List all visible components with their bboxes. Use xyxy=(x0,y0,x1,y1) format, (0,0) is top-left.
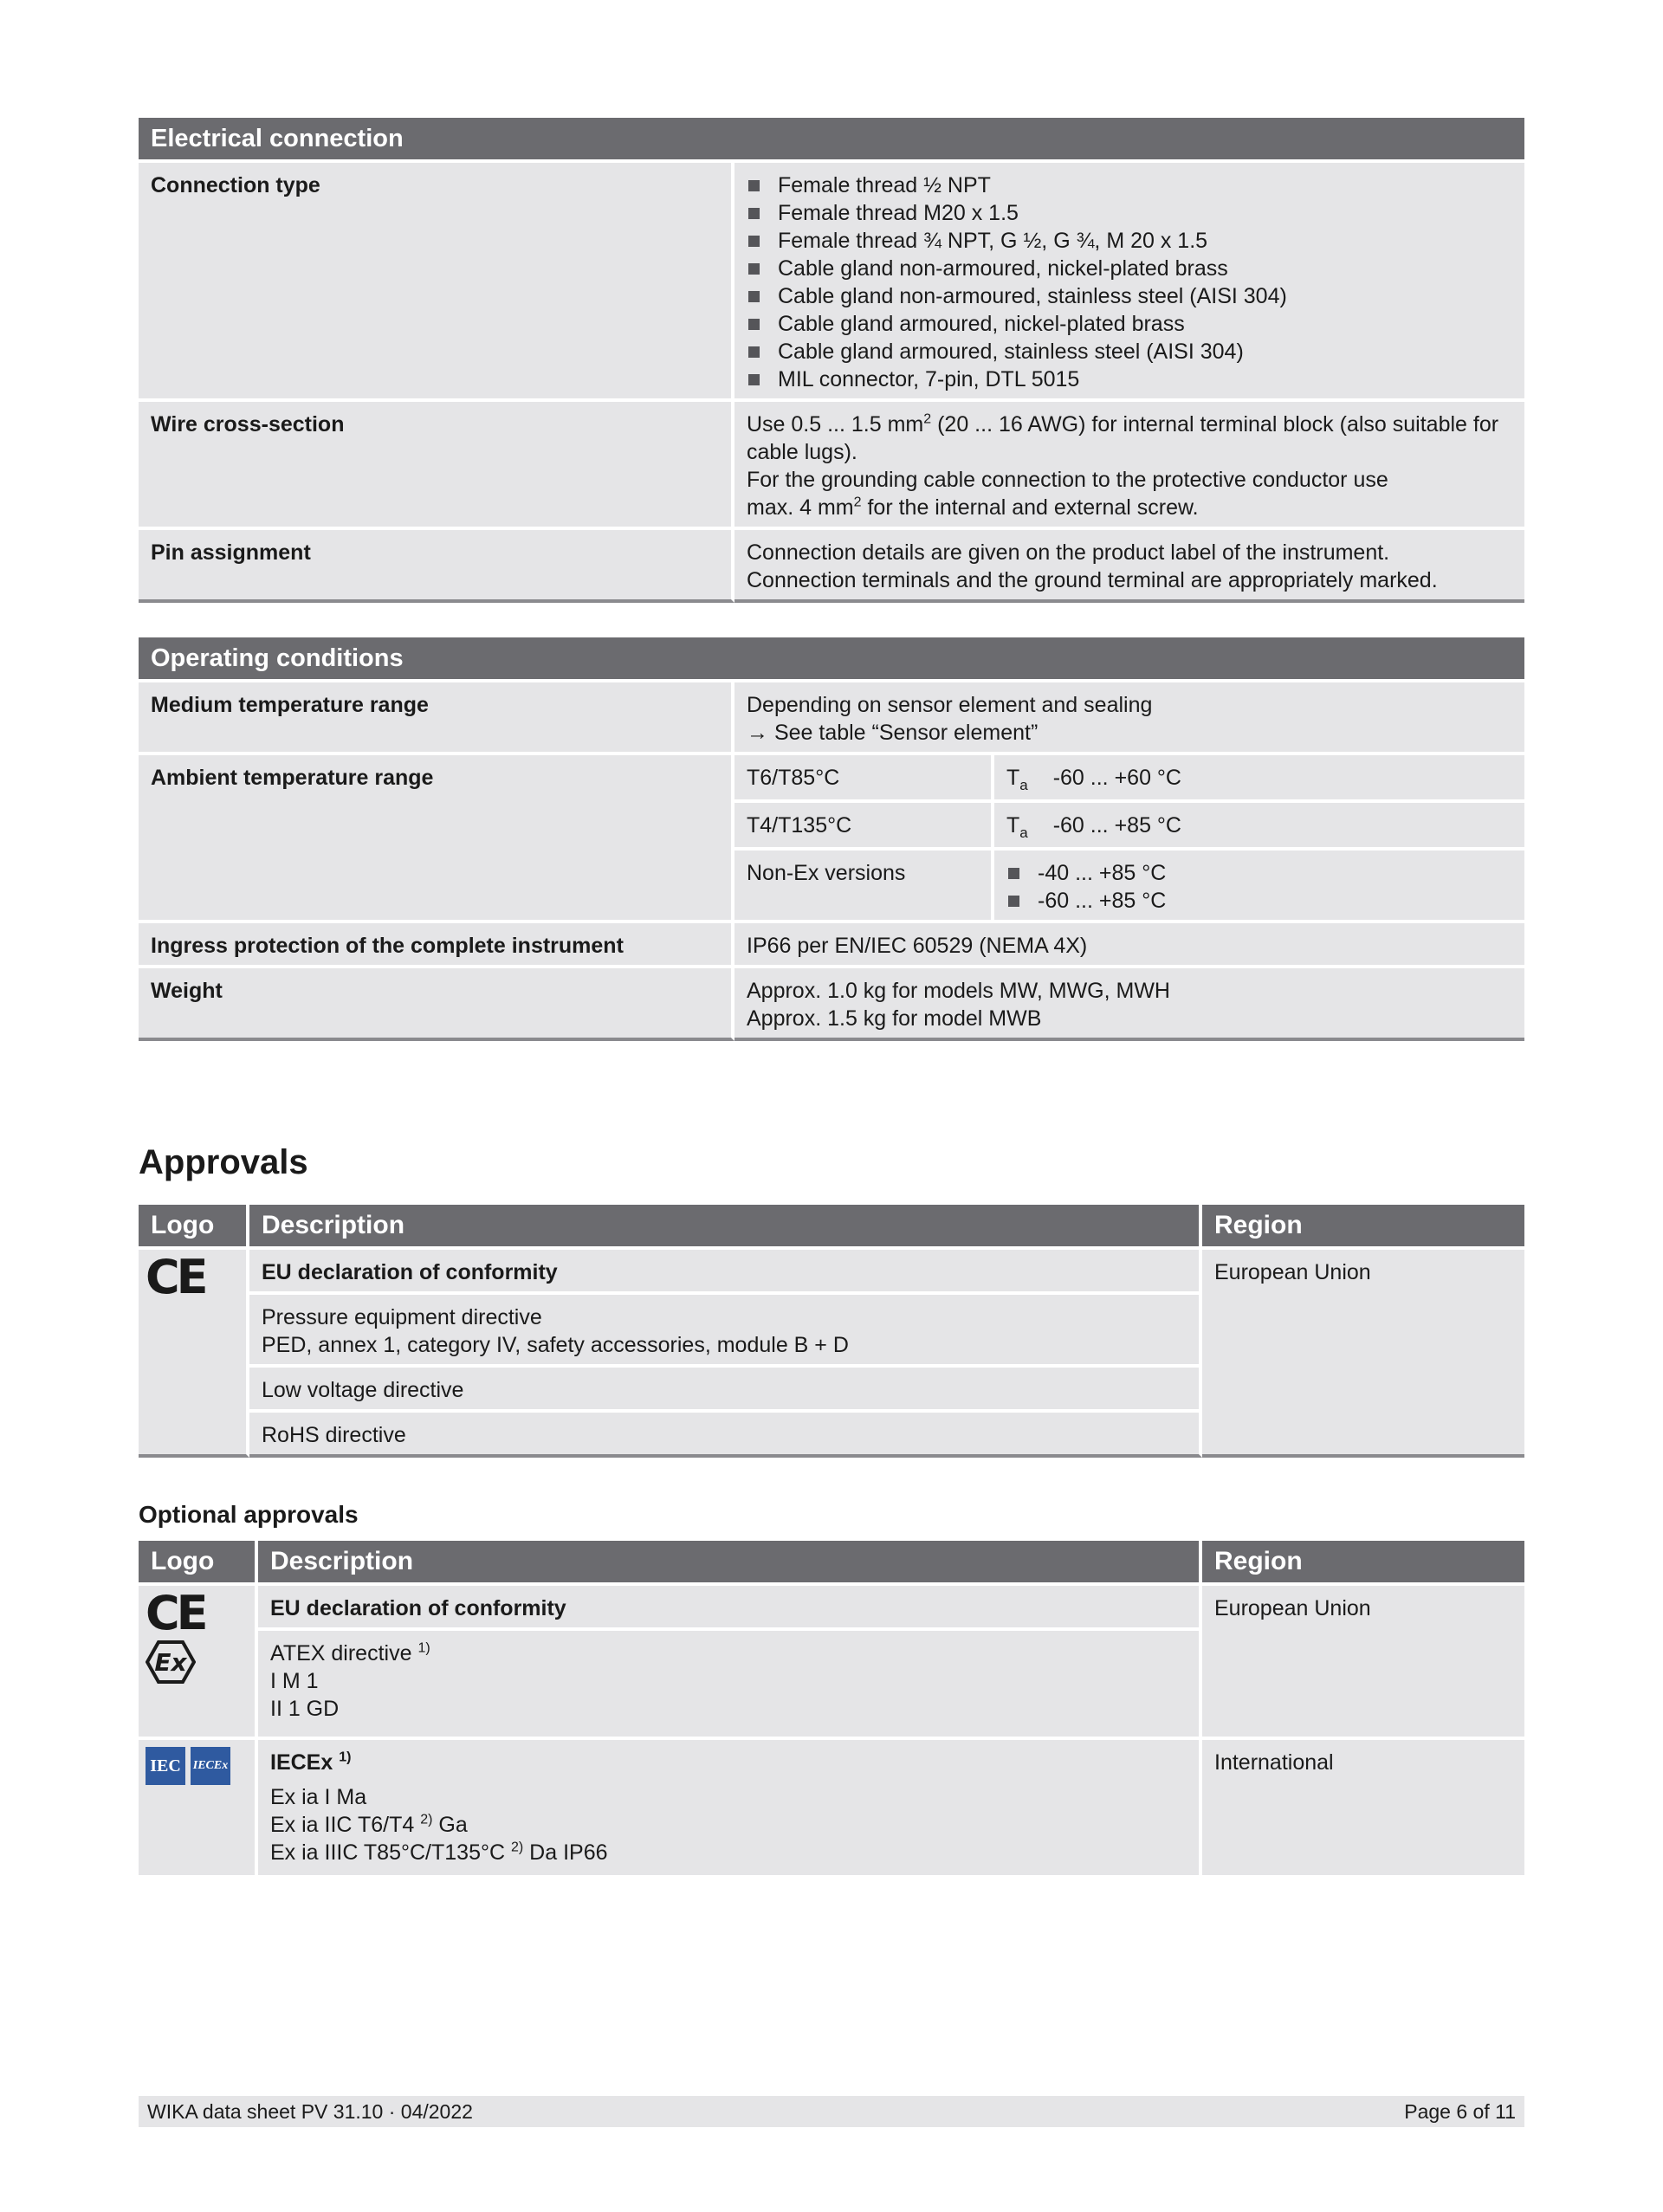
wire-text: cable lugs). xyxy=(747,440,857,464)
connection-type-list xyxy=(747,171,1512,393)
ped-text: Pressure equipment directive xyxy=(262,1305,542,1329)
iec-logo-icon: IEC xyxy=(146,1747,185,1785)
wire-cross-section-value xyxy=(734,398,1524,527)
iecex-text: Ex ia I Ma xyxy=(270,1785,367,1809)
iecex-text: Ex ia IIC T6/T4 xyxy=(270,1813,415,1837)
medium-temp-label: Medium temperature range xyxy=(139,679,734,752)
ex-hexagon-icon xyxy=(146,1640,196,1685)
iecex-logo-cell xyxy=(139,1737,258,1875)
atex-text: I M 1 xyxy=(270,1669,319,1693)
ta-subscript: a xyxy=(1019,825,1028,841)
pin-text: Connection details are given on the product label of the instrument. xyxy=(747,540,1390,565)
iecex-text: Ga xyxy=(432,1813,468,1837)
optional-approvals-heading: Optional approvals xyxy=(139,1501,359,1528)
list-item: Female thread M20 x 1.5 xyxy=(747,199,1512,227)
iecex-region: International xyxy=(1202,1737,1524,1875)
approvals-region: European Union xyxy=(1202,1246,1524,1458)
wire-text: for the internal and external screw. xyxy=(861,495,1199,520)
ce-logo-cell xyxy=(139,1246,249,1458)
ambient-range xyxy=(994,799,1524,847)
list-item: Female thread ¾ NPT, G ½, G ¾, M 20 x 1.5 xyxy=(747,227,1512,255)
medium-temp-value xyxy=(734,679,1524,752)
atex-region: European Union xyxy=(1202,1582,1524,1737)
ped-text: PED, annex 1, category IV, safety accessories, module B + D xyxy=(262,1333,849,1357)
footnote-ref: 2) xyxy=(420,1812,433,1827)
footnote-ref: 2) xyxy=(510,1840,524,1855)
datasheet-page xyxy=(139,118,1524,1875)
nonex-ranges xyxy=(994,847,1524,920)
list-item: MIL connector, 7-pin, DTL 5015 xyxy=(747,365,1512,393)
list-item: Cable gland non-armoured, nickel-plated brass xyxy=(747,255,1512,282)
nonex-label: Non-Ex versions xyxy=(734,847,994,920)
ta-symbol: T xyxy=(1006,766,1020,790)
superscript: 2 xyxy=(923,411,932,427)
electrical-connection-table xyxy=(139,118,1524,603)
wire-text: (20 ... 16 AWG) for internal terminal block (also suitable for xyxy=(931,412,1499,437)
atex-directive xyxy=(258,1627,1202,1737)
atex-text: II 1 GD xyxy=(270,1697,340,1721)
connection-type-value xyxy=(734,159,1524,398)
ex-mark-text: Ex xyxy=(154,1648,187,1677)
wire-text: max. 4 mm xyxy=(747,495,854,520)
ce-mark-icon: CE xyxy=(146,1586,205,1640)
col-region-header: Region xyxy=(1202,1541,1524,1582)
ambient-range xyxy=(994,752,1524,799)
range-text: -60 ... +60 °C xyxy=(1052,766,1181,790)
operating-conditions-header: Operating conditions xyxy=(139,637,1524,679)
footnote-ref: 1) xyxy=(339,1750,352,1765)
ambient-class: T6/T85°C xyxy=(734,752,994,799)
eu-declaration-title: EU declaration of conformity xyxy=(249,1246,1202,1291)
list-item: Female thread ½ NPT xyxy=(747,171,1512,199)
eu-declaration-title: EU declaration of conformity xyxy=(258,1582,1202,1627)
ta-subscript: a xyxy=(1019,777,1028,793)
ingress-label: Ingress protection of the complete instrument xyxy=(139,920,734,965)
list-item: Cable gland armoured, stainless steel (AISI 304) xyxy=(747,338,1512,365)
medium-text: Depending on sensor element and sealing xyxy=(747,693,1153,717)
operating-conditions-table xyxy=(139,637,1524,1041)
list-item: Cable gland armoured, nickel-plated brass xyxy=(747,310,1512,338)
col-logo-header: Logo xyxy=(139,1541,258,1582)
pin-text: Connection terminals and the ground terminal are appropriately marked. xyxy=(747,568,1438,592)
rohs-directive: RoHS directive xyxy=(249,1409,1202,1458)
pin-assignment-value xyxy=(734,527,1524,603)
superscript: 2 xyxy=(853,495,862,510)
list-item: Cable gland non-armoured, stainless steel (AISI 304) xyxy=(747,282,1512,310)
medium-text: → See table “Sensor element” xyxy=(747,721,1039,745)
pin-assignment-label: Pin assignment xyxy=(139,527,734,603)
weight-text: Approx. 1.5 kg for model MWB xyxy=(747,1006,1042,1031)
ambient-class: T4/T135°C xyxy=(734,799,994,847)
col-logo-header: Logo xyxy=(139,1205,249,1246)
weight-text: Approx. 1.0 kg for models MW, MWG, MWH xyxy=(747,979,1170,1003)
footnote-ref: 1) xyxy=(417,1640,430,1656)
atex-logo-cell xyxy=(139,1582,258,1737)
ta-symbol: T xyxy=(1006,813,1020,838)
list-item: -40 ... +85 °C xyxy=(1006,859,1512,887)
range-text: -60 ... +85 °C xyxy=(1052,813,1181,838)
nonex-list xyxy=(1006,859,1512,915)
wire-cross-section-label: Wire cross-section xyxy=(139,398,734,527)
list-item: -60 ... +85 °C xyxy=(1006,887,1512,915)
page-footer xyxy=(139,2096,1524,2127)
iecex-description xyxy=(258,1737,1202,1875)
iecex-logo-icon: IECEx xyxy=(191,1747,230,1785)
electrical-connection-header: Electrical connection xyxy=(139,118,1524,159)
col-region-header: Region xyxy=(1202,1205,1524,1246)
approvals-heading: Approvals xyxy=(139,1143,308,1181)
iecex-text: Da IP66 xyxy=(523,1840,608,1865)
weight-label: Weight xyxy=(139,965,734,1041)
ambient-temp-label: Ambient temperature range xyxy=(139,752,734,920)
atex-text: ATEX directive xyxy=(270,1641,412,1665)
footer-page-number: Page 6 of 11 xyxy=(1404,2100,1516,2123)
iecex-text: Ex ia IIIC T85°C/T135°C xyxy=(270,1840,506,1865)
wire-text: For the grounding cable connection to the protective conductor use xyxy=(747,468,1388,492)
col-description-header: Description xyxy=(249,1205,1202,1246)
connection-type-label: Connection type xyxy=(139,159,734,398)
wire-text: Use 0.5 ... 1.5 mm xyxy=(747,412,924,437)
ce-mark-icon: CE xyxy=(146,1250,205,1304)
low-voltage-directive: Low voltage directive xyxy=(249,1364,1202,1409)
ped-directive xyxy=(249,1291,1202,1364)
optional-approvals-table xyxy=(139,1541,1524,1875)
iecex-title: IECEx xyxy=(270,1750,333,1775)
approvals-table xyxy=(139,1205,1524,1458)
footer-doc-ref: WIKA data sheet PV 31.10 · 04/2022 xyxy=(147,2100,473,2123)
col-description-header: Description xyxy=(258,1541,1202,1582)
ingress-value: IP66 per EN/IEC 60529 (NEMA 4X) xyxy=(734,920,1524,965)
weight-value xyxy=(734,965,1524,1041)
